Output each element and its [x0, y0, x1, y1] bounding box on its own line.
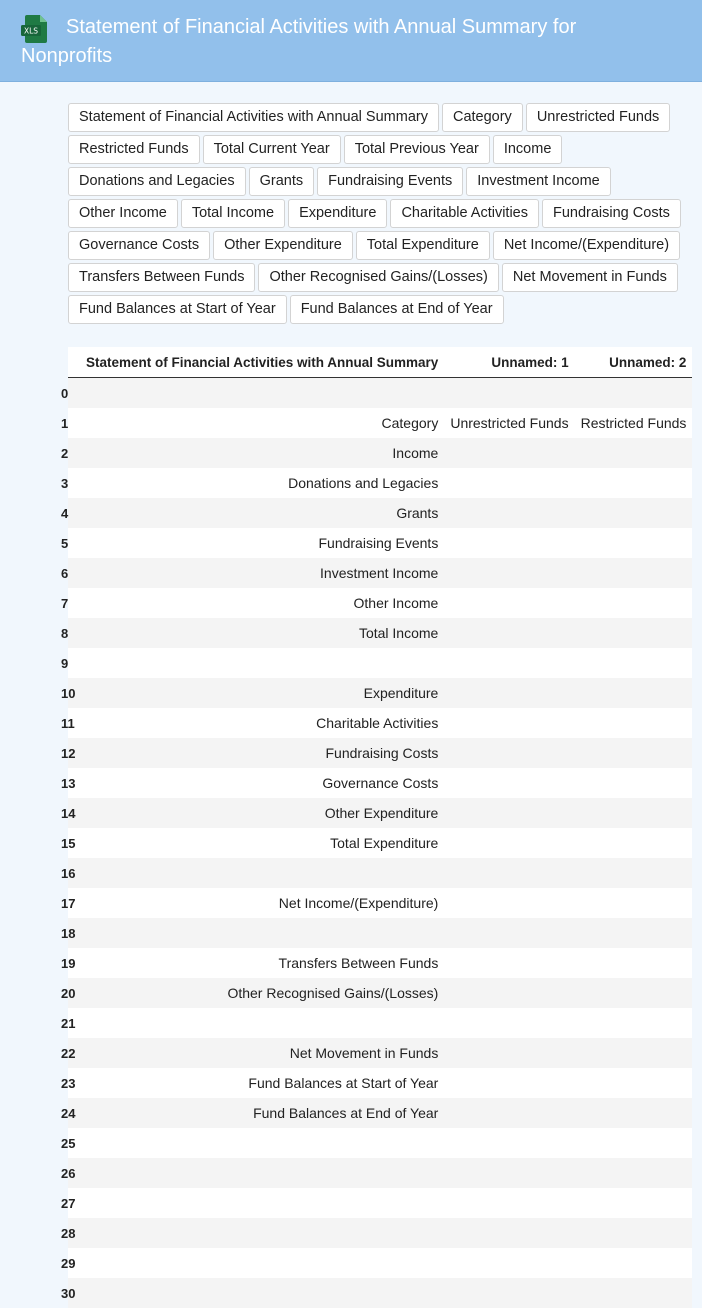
- table-row: [68, 468, 692, 498]
- table-row: [68, 858, 692, 888]
- table-cell: [80, 1008, 444, 1038]
- row-index-label: 2: [61, 445, 69, 461]
- row-index: [61, 1278, 80, 1308]
- table-cell: [444, 798, 574, 828]
- row-index-label: 18: [61, 925, 76, 941]
- table-row: [68, 408, 692, 438]
- table-row: [68, 798, 692, 828]
- row-index: [61, 738, 80, 768]
- table-cell: Fundraising Events: [80, 528, 444, 558]
- column-chip[interactable]: Governance Costs: [68, 231, 210, 260]
- row-index-label: 16: [61, 865, 76, 881]
- table-cell: Charitable Activities: [80, 708, 444, 738]
- table-cell: [575, 888, 693, 918]
- table-cell: Net Movement in Funds: [80, 1038, 444, 1068]
- row-index-label: 19: [61, 955, 76, 971]
- table-cell: [444, 1248, 574, 1278]
- table-cell: [80, 1218, 444, 1248]
- column-chip[interactable]: Fundraising Costs: [542, 199, 681, 228]
- table-cell: [444, 558, 574, 588]
- column-chip-list: [68, 103, 698, 324]
- row-index-label: 27: [61, 1195, 76, 1211]
- table-cell: [575, 798, 693, 828]
- table-row: [68, 1158, 692, 1188]
- row-index-label: 30: [61, 1285, 76, 1301]
- row-index: [61, 798, 80, 828]
- table-cell: [575, 918, 693, 948]
- table-cell: Total Income: [80, 618, 444, 648]
- table-cell: [575, 528, 693, 558]
- table-cell: [575, 708, 693, 738]
- table-cell: [575, 1098, 693, 1128]
- table-row: [68, 918, 692, 948]
- table-cell: Fund Balances at Start of Year: [80, 1068, 444, 1098]
- row-index-label: 25: [61, 1135, 76, 1151]
- row-index-label: 21: [61, 1015, 76, 1031]
- table-cell: [444, 1218, 574, 1248]
- table-cell: [575, 648, 693, 678]
- column-chip[interactable]: Investment Income: [466, 167, 611, 196]
- table-cell: [444, 378, 574, 409]
- row-index: [61, 1218, 80, 1248]
- row-index: [61, 378, 80, 409]
- row-index-label: 8: [61, 625, 69, 641]
- row-index-label: 11: [61, 715, 75, 731]
- table-row: [68, 738, 692, 768]
- table-cell: Transfers Between Funds: [80, 948, 444, 978]
- row-index: [61, 468, 80, 498]
- column-chip[interactable]: Other Recognised Gains/(Losses): [258, 263, 498, 292]
- table-cell: [575, 588, 693, 618]
- data-table-container[interactable]: [61, 347, 687, 1301]
- row-index: [61, 1188, 80, 1218]
- table-row: [68, 558, 692, 588]
- column-chip[interactable]: Other Income: [68, 199, 178, 228]
- column-chip[interactable]: Expenditure: [288, 199, 387, 228]
- table-row: [68, 1218, 692, 1248]
- row-index-label: 3: [61, 475, 69, 491]
- column-chip[interactable]: Charitable Activities: [390, 199, 539, 228]
- table-cell: Other Income: [80, 588, 444, 618]
- table-cell: [575, 678, 693, 708]
- row-index-label: 26: [61, 1165, 76, 1181]
- table-row: [68, 498, 692, 528]
- table-cell: [575, 1248, 693, 1278]
- row-index-label: 7: [61, 595, 69, 611]
- table-cell: [575, 1068, 693, 1098]
- column-chip[interactable]: Donations and Legacies: [68, 167, 246, 196]
- table-cell: [80, 918, 444, 948]
- table-cell: [444, 1158, 574, 1188]
- table-cell: [575, 1038, 693, 1068]
- table-cell: [575, 1218, 693, 1248]
- column-chip[interactable]: Total Previous Year: [344, 135, 490, 164]
- table-cell: [575, 1278, 693, 1308]
- row-index: [61, 498, 80, 528]
- table-row: [68, 588, 692, 618]
- table-cell: Fund Balances at End of Year: [80, 1098, 444, 1128]
- row-index: [61, 918, 80, 948]
- table-cell: [80, 1128, 444, 1158]
- row-index-label: 10: [61, 685, 76, 701]
- row-index: [61, 1008, 80, 1038]
- table-cell: [444, 1128, 574, 1158]
- column-chip[interactable]: Fund Balances at End of Year: [290, 295, 504, 324]
- table-row: [68, 678, 692, 708]
- table-row: [68, 948, 692, 978]
- row-index: [61, 978, 80, 1008]
- table-cell: [575, 378, 693, 409]
- table-row: [68, 648, 692, 678]
- index-header: [68, 347, 80, 378]
- xls-icon-label: XLS: [23, 26, 39, 36]
- row-index: [61, 678, 80, 708]
- row-index: [61, 408, 80, 438]
- table-cell: [444, 738, 574, 768]
- row-index: [61, 768, 80, 798]
- row-index-label: 9: [61, 655, 69, 671]
- table-cell: [444, 768, 574, 798]
- table-cell: [444, 828, 574, 858]
- column-header: Unnamed: 1: [444, 347, 574, 378]
- table-row: [68, 1098, 692, 1128]
- row-index: [61, 858, 80, 888]
- table-cell: [444, 468, 574, 498]
- table-cell: Governance Costs: [80, 768, 444, 798]
- table-cell: [575, 1008, 693, 1038]
- table-row: [68, 438, 692, 468]
- table-cell: Investment Income: [80, 558, 444, 588]
- row-index-label: 5: [61, 535, 69, 551]
- table-cell: [444, 1098, 574, 1128]
- row-index-label: 14: [61, 805, 76, 821]
- row-index-label: 28: [61, 1225, 76, 1241]
- table-cell: [575, 498, 693, 528]
- row-index-label: 20: [61, 985, 76, 1001]
- table-row: [68, 618, 692, 648]
- row-index: [61, 1128, 80, 1158]
- table-cell: [444, 1008, 574, 1038]
- table-row: [68, 888, 692, 918]
- table-cell: Restricted Funds: [575, 408, 693, 438]
- table-cell: [444, 1038, 574, 1068]
- row-index: [61, 708, 80, 738]
- table-cell: [575, 738, 693, 768]
- table-cell: Category: [80, 408, 444, 438]
- row-index-label: 17: [61, 895, 76, 911]
- row-index: [61, 1248, 80, 1278]
- table-cell: [80, 648, 444, 678]
- column-chip[interactable]: Total Expenditure: [356, 231, 490, 260]
- table-cell: [444, 498, 574, 528]
- table-cell: [444, 678, 574, 708]
- table-cell: [444, 1068, 574, 1098]
- column-chip[interactable]: Category: [442, 103, 523, 132]
- column-header: Statement of Financial Activities with Annual Summary: [80, 347, 444, 378]
- row-index: [61, 528, 80, 558]
- table-cell: [80, 378, 444, 409]
- table-cell: [575, 438, 693, 468]
- row-index-label: 0: [61, 385, 69, 401]
- table-cell: [444, 528, 574, 558]
- row-index: [61, 1068, 80, 1098]
- table-cell: [444, 438, 574, 468]
- table-cell: [444, 978, 574, 1008]
- row-index-label: 6: [61, 565, 69, 581]
- table-cell: [575, 858, 693, 888]
- row-index: [61, 648, 80, 678]
- table-cell: [575, 468, 693, 498]
- table-cell: [575, 558, 693, 588]
- table-cell: Other Expenditure: [80, 798, 444, 828]
- row-index-label: 22: [61, 1045, 76, 1061]
- table-cell: Income: [80, 438, 444, 468]
- table-row: [68, 1128, 692, 1158]
- table-row: [68, 528, 692, 558]
- table-cell: [80, 858, 444, 888]
- row-index: [61, 588, 80, 618]
- table-row: [68, 978, 692, 1008]
- table-cell: [444, 708, 574, 738]
- column-chip[interactable]: Total Income: [181, 199, 285, 228]
- table-cell: Other Recognised Gains/(Losses): [80, 978, 444, 1008]
- column-chip[interactable]: Statement of Financial Activities with Annual Summary: [68, 103, 439, 132]
- table-row: [68, 1278, 692, 1308]
- table-cell: Net Income/(Expenditure): [80, 888, 444, 918]
- table-cell: [80, 1248, 444, 1278]
- column-chip[interactable]: Net Income/(Expenditure): [493, 231, 680, 260]
- table-cell: [575, 1188, 693, 1218]
- table-cell: [575, 978, 693, 1008]
- row-index: [61, 618, 80, 648]
- column-chip[interactable]: Income: [493, 135, 563, 164]
- page-title: Statement of Financial Activities with Annual Summary for Nonprofits: [21, 16, 577, 67]
- table-cell: [575, 618, 693, 648]
- column-chip[interactable]: Other Expenditure: [213, 231, 353, 260]
- column-chip[interactable]: Fund Balances at Start of Year: [68, 295, 287, 324]
- table-cell: [80, 1188, 444, 1218]
- row-index: [61, 888, 80, 918]
- table-cell: Total Expenditure: [80, 828, 444, 858]
- table-cell: Donations and Legacies: [80, 468, 444, 498]
- row-index: [61, 1098, 80, 1128]
- row-index-label: 24: [61, 1105, 76, 1121]
- row-index: [61, 438, 80, 468]
- table-row: [68, 1068, 692, 1098]
- table-cell: [575, 828, 693, 858]
- row-index: [61, 1038, 80, 1068]
- table-row: [68, 828, 692, 858]
- table-cell: [444, 618, 574, 648]
- column-chip[interactable]: Net Movement in Funds: [502, 263, 678, 292]
- row-index: [61, 948, 80, 978]
- row-index-label: 4: [61, 505, 69, 521]
- row-index-label: 12: [61, 745, 76, 761]
- table-cell: [80, 1158, 444, 1188]
- table-cell: [444, 1188, 574, 1218]
- table-row: [68, 1008, 692, 1038]
- table-cell: [80, 1278, 444, 1308]
- table-cell: [444, 888, 574, 918]
- table-cell: Fundraising Costs: [80, 738, 444, 768]
- column-header: Unnamed: 2: [575, 347, 693, 378]
- table-cell: [575, 948, 693, 978]
- table-cell: [575, 768, 693, 798]
- table-cell: [444, 588, 574, 618]
- row-index-label: 1: [61, 415, 69, 431]
- data-table: [61, 347, 692, 1308]
- column-chip[interactable]: Unrestricted Funds: [526, 103, 671, 132]
- table-cell: Unrestricted Funds: [444, 408, 574, 438]
- row-index-label: 15: [61, 835, 76, 851]
- row-index: [61, 828, 80, 858]
- table-cell: [444, 858, 574, 888]
- table-row: [68, 708, 692, 738]
- table-cell: Expenditure: [80, 678, 444, 708]
- table-row: [68, 1038, 692, 1068]
- table-row: [68, 1188, 692, 1218]
- row-index-label: 29: [61, 1255, 76, 1271]
- table-header-row: [68, 347, 692, 378]
- table-cell: [444, 948, 574, 978]
- table-row: [68, 768, 692, 798]
- app-header: [0, 0, 702, 82]
- row-index-label: 13: [61, 775, 76, 791]
- table-row: [68, 1248, 692, 1278]
- table-cell: [575, 1158, 693, 1188]
- column-chip[interactable]: Total Current Year: [203, 135, 341, 164]
- table-cell: [444, 648, 574, 678]
- row-index-label: 23: [61, 1075, 76, 1091]
- table-cell: [444, 1278, 574, 1308]
- column-chip[interactable]: Transfers Between Funds: [68, 263, 255, 292]
- table-cell: [444, 918, 574, 948]
- column-chip[interactable]: Fundraising Events: [317, 167, 463, 196]
- row-index: [61, 1158, 80, 1188]
- table-cell: [575, 1128, 693, 1158]
- table-cell: Grants: [80, 498, 444, 528]
- column-chip[interactable]: Grants: [249, 167, 315, 196]
- table-row: [68, 378, 692, 409]
- row-index: [61, 558, 80, 588]
- column-chip[interactable]: Restricted Funds: [68, 135, 200, 164]
